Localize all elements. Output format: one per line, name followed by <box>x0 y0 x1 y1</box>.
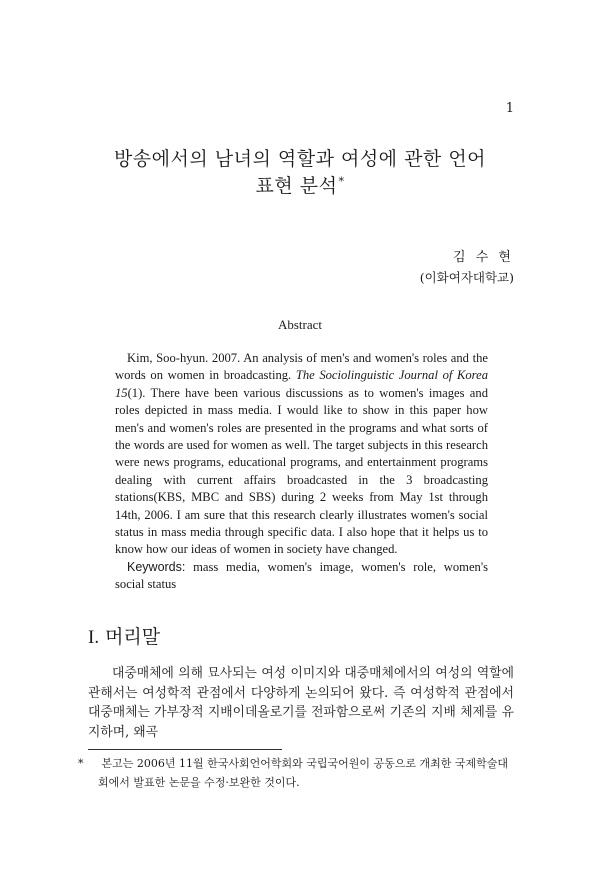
section-title: 머리말 <box>105 626 161 648</box>
body-text <box>88 664 514 742</box>
abstract-paragraph <box>115 350 488 559</box>
section-heading <box>88 622 160 649</box>
paper-title-continued <box>0 171 600 198</box>
paper-title <box>0 144 600 171</box>
title-line-1: 방송에서의 남녀의 역할과 여성에 관한 언어 <box>113 148 487 170</box>
title-line-2: 표현 분석 <box>255 175 338 197</box>
abstract-text: (1). There have been various discussions as to women's images and roles depicted in mass media. I would like to show in this paper how men's and women's roles are presented in the programs and what sorts of the words are used for women as well. The target subjects in this research were news programs, educational programs, and entertainment programs dealing with current affairs broadcasted in the 3 broadcasting stations(KBS, MBC and SBS) during 2 weeks from May 1st through 14th, 2006. I am sure that this research clearly illustrates women's social status in mass media through specific data. I also hope that it helps us to know how our ideas of women in society have changed. <box>115 385 488 557</box>
keywords <box>115 559 488 594</box>
author-name: 김 수 현 <box>453 250 514 265</box>
footnote <box>78 754 518 792</box>
keywords-list: mass media, women's image, women's role, women's social status <box>115 559 488 592</box>
page-number: 1 <box>505 101 514 116</box>
footnote-divider <box>88 749 282 750</box>
body-paragraph: 대중매체에 의해 묘사되는 여성 이미지와 대중매체에서의 여성의 역할에 관해서는 여성학적 관점에서 다양하게 논의되어 왔다. 즉 여성학적 관점에서 대중매체는 가부장적 지배이데올로기를 전파함으로써 기존의 지배 체제를 유지하며, 왜곡 <box>88 666 514 740</box>
footnote-mark: * <box>78 757 84 770</box>
section-number: I. <box>88 627 100 648</box>
journal-name: The Sociolinguistic Journal of Korea 15 <box>115 368 488 400</box>
author-affiliation: (이화여자대학교) <box>419 270 514 285</box>
footnote-text: 본고는 2006년 11월 한국사회언어학회와 국립국어원이 공동으로 개최한 국제학술대회에서 발표한 논문을 수정·보완한 것이다. <box>98 757 508 789</box>
abstract-heading: Abstract <box>277 317 323 332</box>
abstract-body <box>115 350 488 594</box>
abstract-citation: Kim, Soo-hyun. 2007. An analysis of men's and women's roles and the words on women in broadcasting. <box>115 351 488 383</box>
title-footnote-mark: * <box>338 174 345 188</box>
keywords-label: Keywords: <box>127 559 186 574</box>
